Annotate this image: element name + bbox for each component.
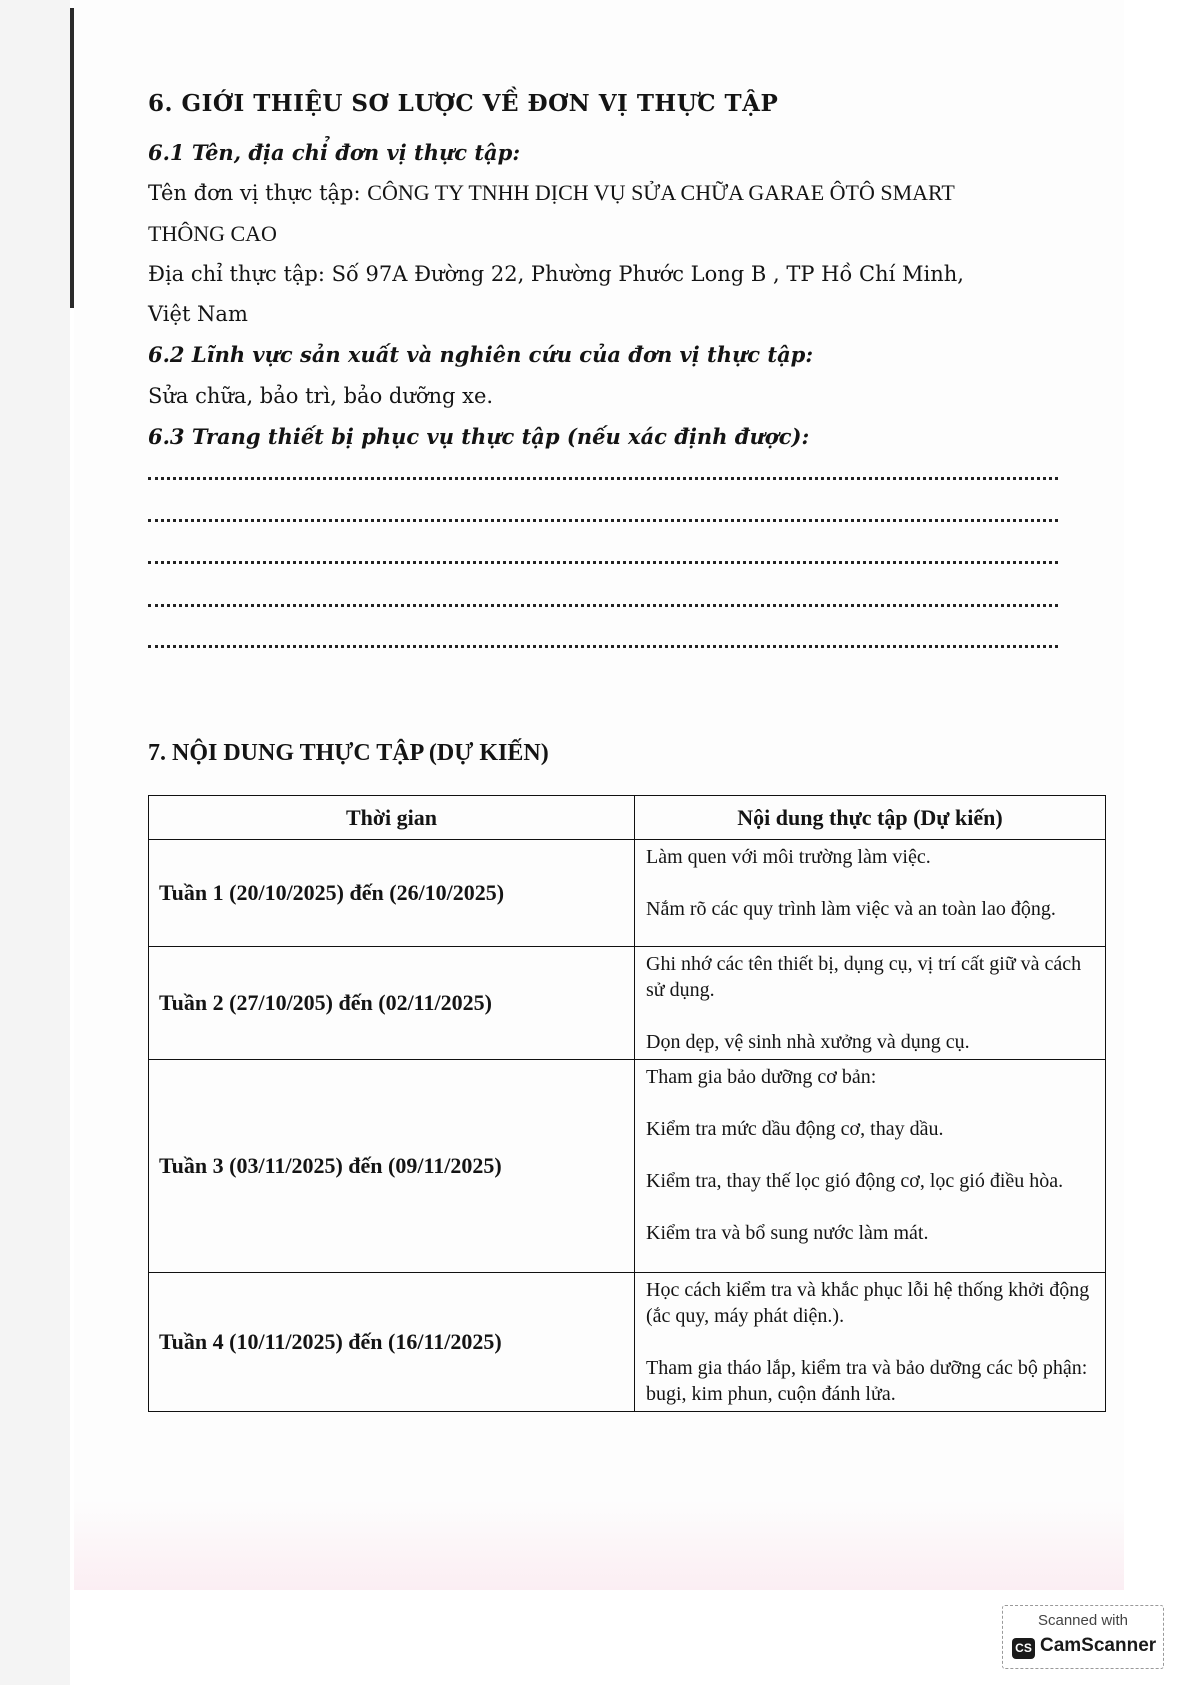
company-name-value-line2: THÔNG CAO [148,221,277,246]
dotted-fill-line [148,477,1058,480]
scan-margin [0,0,70,1685]
row-content-item: Học cách kiểm tra và khắc phục lỗi hệ thống khởi động (ắc quy, máy phát diện.). [646,1279,1090,1327]
row-content [635,947,1106,1060]
watermark-brand: CamScanner [1040,1635,1157,1656]
row-content-item: Tham gia bảo dưỡng cơ bản: [646,1066,877,1088]
company-name-value: CÔNG TY TNHH DỊCH VỤ SỬA CHỮA GARAE ÔTÔ SMART [367,180,955,205]
row-time: Tuần 3 (03/11/2025) đến (09/11/2025) [149,1060,635,1273]
row-time: Tuần 1 (20/10/2025) đến (26/10/2025) [149,840,635,947]
business-field-text: Sửa chữa, bảo trì, bảo dưỡng xe. [148,384,494,408]
section-6-heading: 6. GIỚI THIỆU SƠ LƯỢC VỀ ĐƠN VỊ THỰC TẬP [148,90,779,117]
row-content [635,1060,1106,1273]
table-row [149,1273,1106,1412]
page-bottom-tint [74,1500,1124,1590]
company-name-continued [148,221,277,247]
camscanner-logo-icon: CS [1012,1638,1035,1659]
company-name-line [148,180,955,206]
row-content-item: Nắm rõ các quy trình làm việc và an toàn lao động. [646,898,1056,920]
row-content-item: Kiểm tra mức dầu động cơ, thay dầu. [646,1118,944,1140]
row-time: Tuần 4 (10/11/2025) đến (16/11/2025) [149,1273,635,1412]
section-7-heading: 7. NỘI DUNG THỰC TẬP (DỰ KIẾN) [148,740,549,766]
table-row [149,1060,1106,1273]
dotted-fill-line [148,561,1058,564]
row-content-item: Kiểm tra và bổ sung nước làm mát. [646,1222,929,1244]
watermark-caption: Scanned with [1037,1612,1129,1629]
row-time: Tuần 2 (27/10/205) đến (02/11/2025) [149,947,635,1060]
address-line-2: Việt Nam [148,302,248,326]
internship-plan-table [148,795,1106,1412]
table-row [149,840,1106,947]
row-content-item: Tham gia tháo lắp, kiểm tra và bảo dưỡng các bộ phận: bugi, kim phun, cuộn đánh lửa. [646,1357,1088,1405]
dotted-fill-line [148,519,1058,522]
table-row [149,947,1106,1060]
header-time: Thời gian [149,796,635,840]
row-content-item: Dọn dẹp, vệ sinh nhà xưởng và dụng cụ. [646,1031,970,1053]
table-header-row [149,796,1106,840]
section-6-1-title: 6.1 Tên, địa chỉ đơn vị thực tập: [148,140,521,165]
row-content-item: Kiểm tra, thay thế lọc gió động cơ, lọc gió điều hòa. [646,1170,1064,1192]
company-name-label: Tên đơn vị thực tập: [148,181,361,205]
dotted-fill-line [148,604,1058,607]
address-line-1: Địa chỉ thực tập: Số 97A Đường 22, Phường Phước Long B , TP Hồ Chí Minh, [148,262,964,286]
row-content [635,1273,1106,1412]
header-content: Nội dung thực tập (Dự kiến) [635,796,1106,840]
dotted-fill-line [148,645,1058,648]
camscanner-watermark [1002,1605,1164,1669]
section-6-3-title: 6.3 Trang thiết bị phục vụ thực tập (nếu xác định được): [148,424,810,449]
row-content-item: Làm quen với môi trường làm việc. [646,846,931,868]
row-content-item: Ghi nhớ các tên thiết bị, dụng cụ, vị trí cất giữ và cách sử dụng. [646,953,1082,1001]
section-6-2-title: 6.2 Lĩnh vực sản xuất và nghiên cứu của đơn vị thực tập: [148,342,814,367]
row-content [635,840,1106,947]
